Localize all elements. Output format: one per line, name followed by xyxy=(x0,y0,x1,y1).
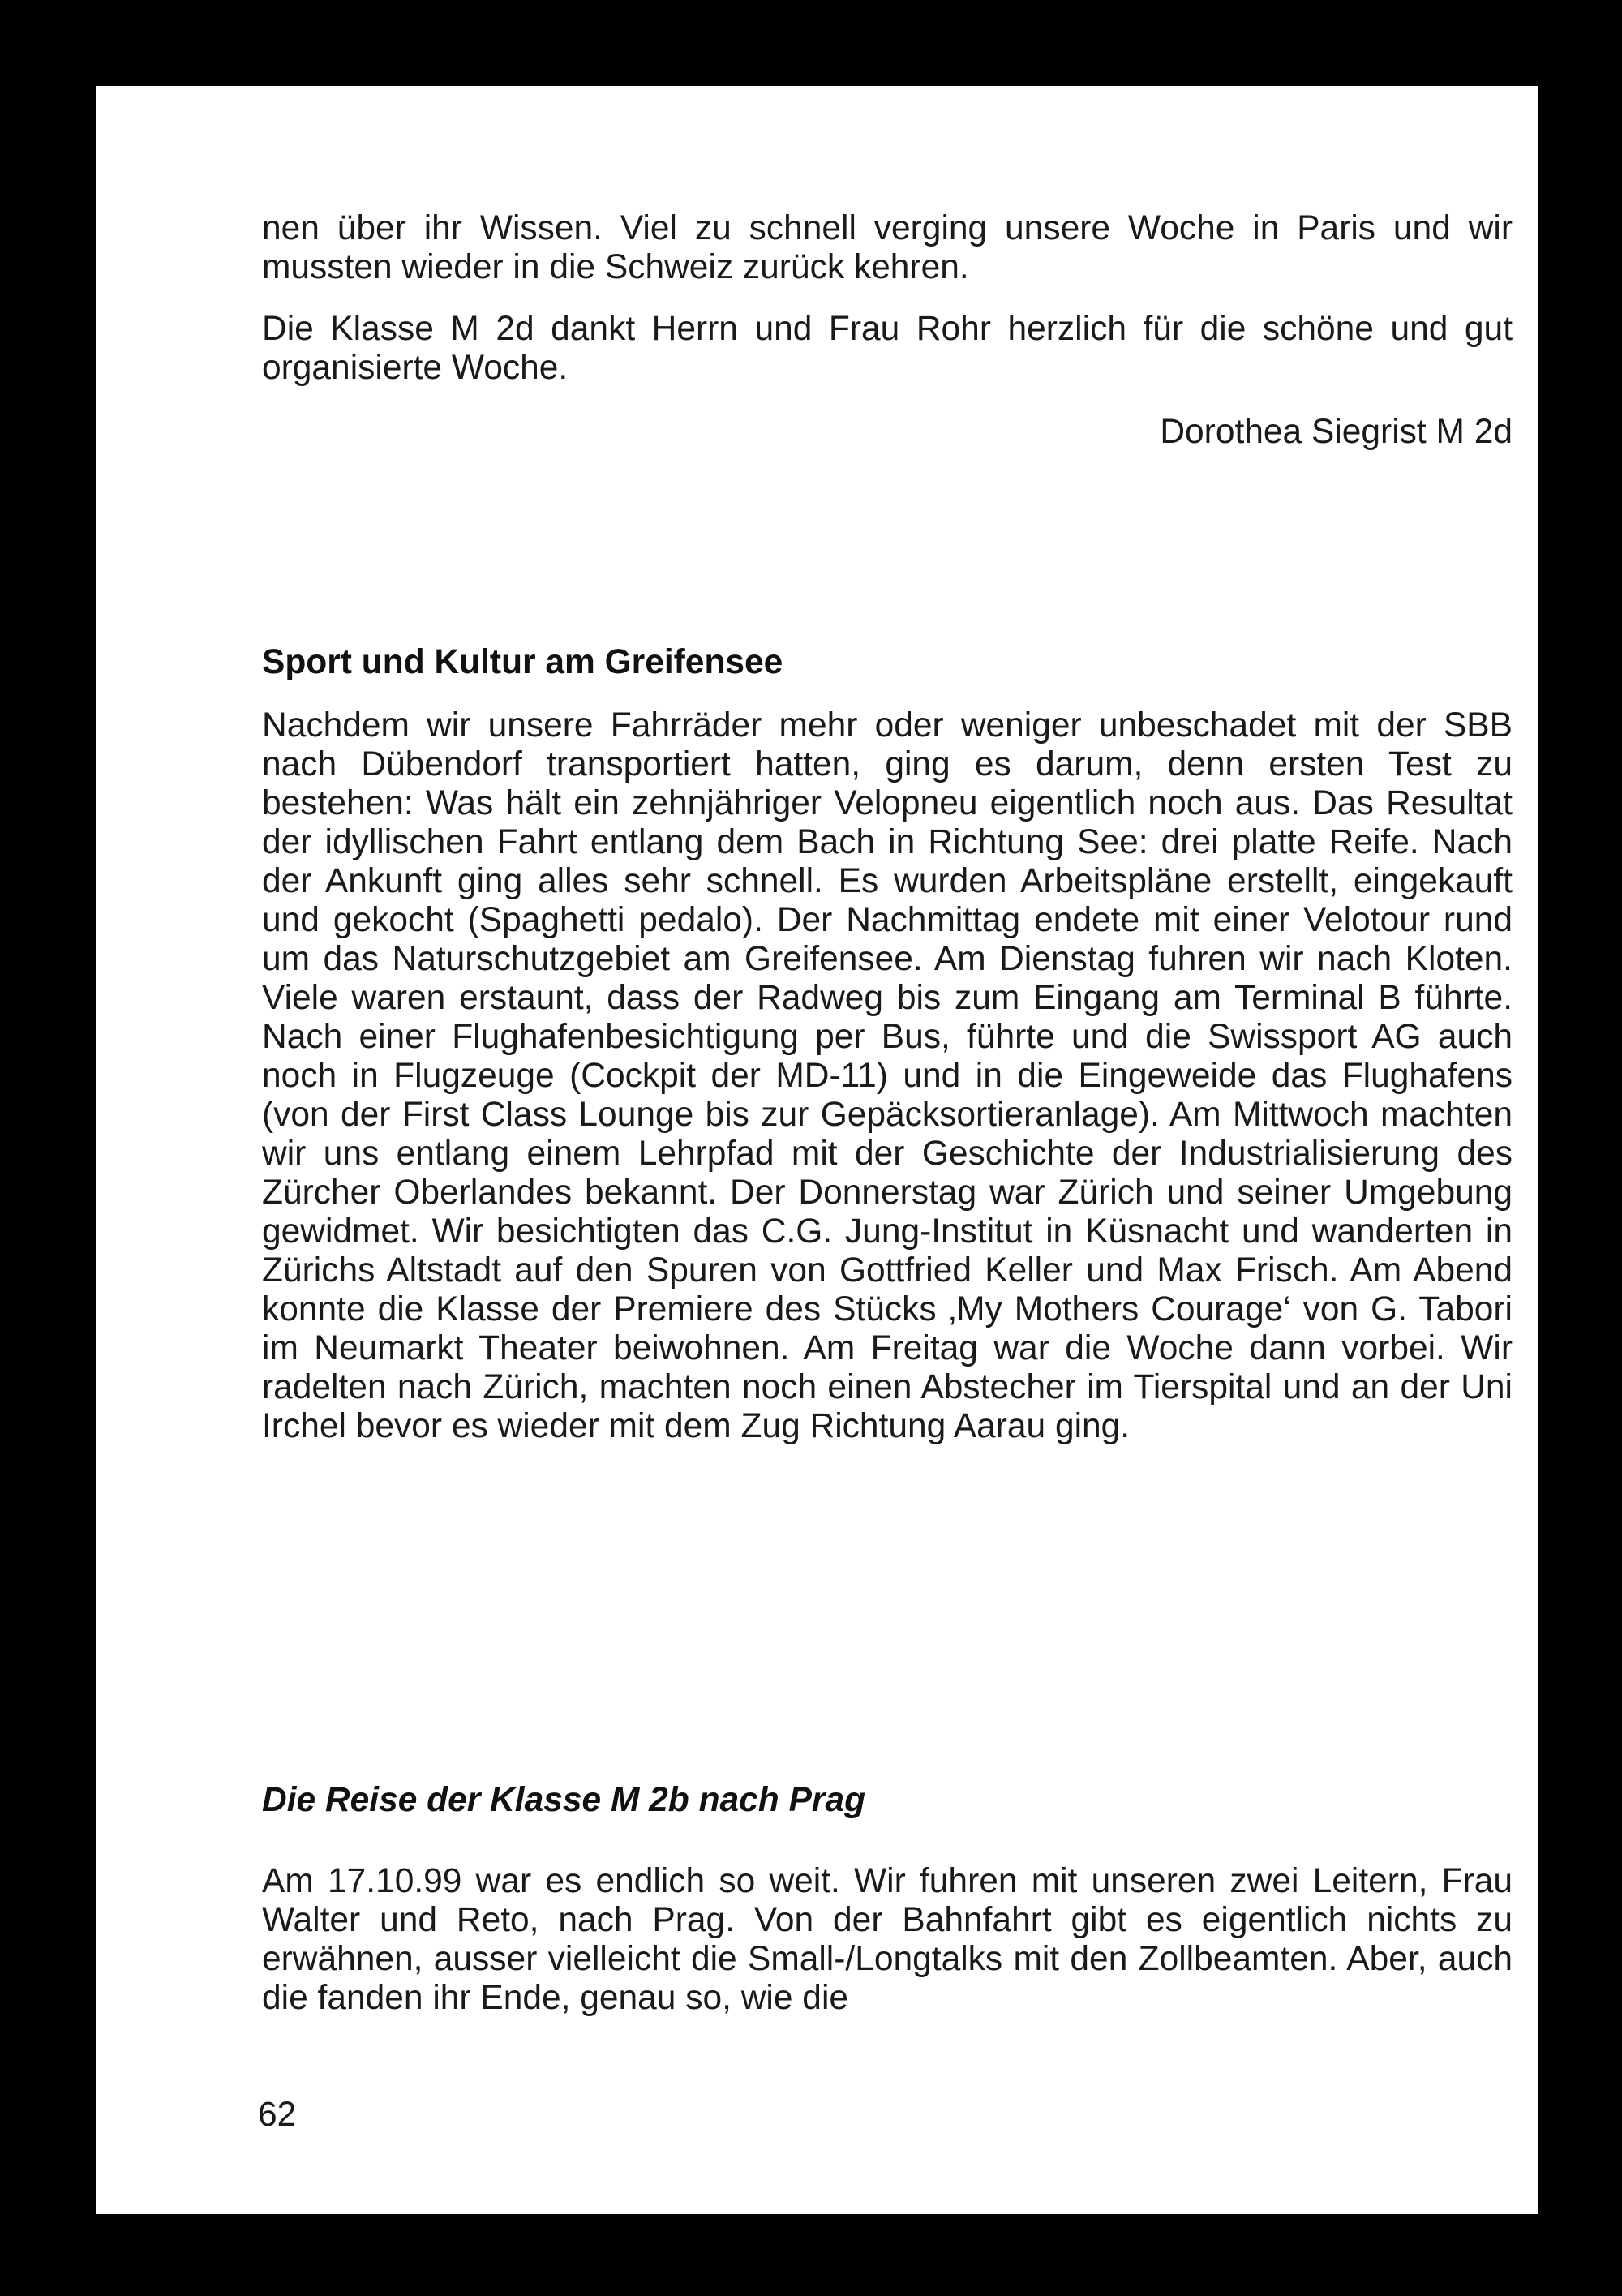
section-body-greifensee xyxy=(262,706,1513,1446)
document-page xyxy=(96,86,1538,2214)
section-title-greifensee: Sport und Kultur am Greifensee xyxy=(262,643,783,681)
body-paragraph: Nachdem wir unsere Fahrräder mehr oder weniger unbeschadet mit der SBB nach Dübendorf transportiert hatten, ging es darum, denn ersten Test zu bestehen: Was hält ein zehnjähriger Velopneu eigentlich noch aus. Das Resultat der idyllischen Fahrt entlang dem Bach in Richtung See: drei platte Reife. Nach der Ankunft ging alles sehr schnell. Es wurden Arbeitspläne erstellt, eingekauft und gekocht (Spaghetti pedalo). Der Nachmittag endete mit einer Velotour rund um das Naturschutzgebiet am Greifensee. Am Dienstag fuhren wir nach Kloten. Viele waren erstaunt, dass der Radweg bis zum Eingang am Terminal B führte. Nach einer Flughafenbesichtigung per Bus, führte und die Swissport AG auch noch in Flugzeuge (Cockpit der MD-11) und in die Eingeweide das Flughafens (von der First Class Lounge bis zur Gepäcksortieranlage). Am Mittwoch machten wir uns entlang einem Lehrpfad mit der Geschichte der Industrialisierung des Zürcher Oberlandes bekannt. Der Donnerstag war Zürich und seiner Umgebung gewidmet. Wir besichtigten das C.G. Jung-Institut in Küsnacht und wanderten in Zürichs Altstadt auf den Spuren von Gottfried Keller und Max Frisch. Am Abend konnte die Klasse der Premiere des Stücks ‚My Mothers Courage‘ von G. Tabori im Neumarkt Theater beiwohnen. Am Freitag war die Woche dann vorbei. Wir radelten nach Zürich, machten noch einen Abstecher im Tierspital und an der Uni Irchel bevor es wieder mit dem Zug Richtung Aarau ging. xyxy=(262,706,1513,1445)
body-paragraph: Am 17.10.99 war es endlich so weit. Wir fuhren mit unseren zwei Leitern, Frau Walter und Reto, nach Prag. Von der Bahnfahrt gibt es eigentlich nichts zu erwähnen, ausser vielleicht die Small-/Longtalks mit den Zollbeamten. Aber, auch die fanden ihr Ende, genau so, wie die xyxy=(262,1862,1513,2017)
section-body-prag xyxy=(262,1862,1513,2018)
page-number: 62 xyxy=(258,2096,297,2134)
intro-paragraph: Die Klasse M 2d dankt Herrn und Frau Rohr herzlich für die schöne und gut organisierte Woche. xyxy=(262,310,1513,387)
intro-paragraph: nen über ihr Wissen. Viel zu schnell verging unsere Woche in Paris und wir mussten wieder in die Schweiz zurück kehren. xyxy=(262,209,1513,286)
section-title-prag: Die Reise der Klasse M 2b nach Prag xyxy=(262,1781,866,1819)
author-signature: Dorothea Siegrist M 2d xyxy=(1160,413,1513,451)
intro-text xyxy=(262,209,1513,410)
